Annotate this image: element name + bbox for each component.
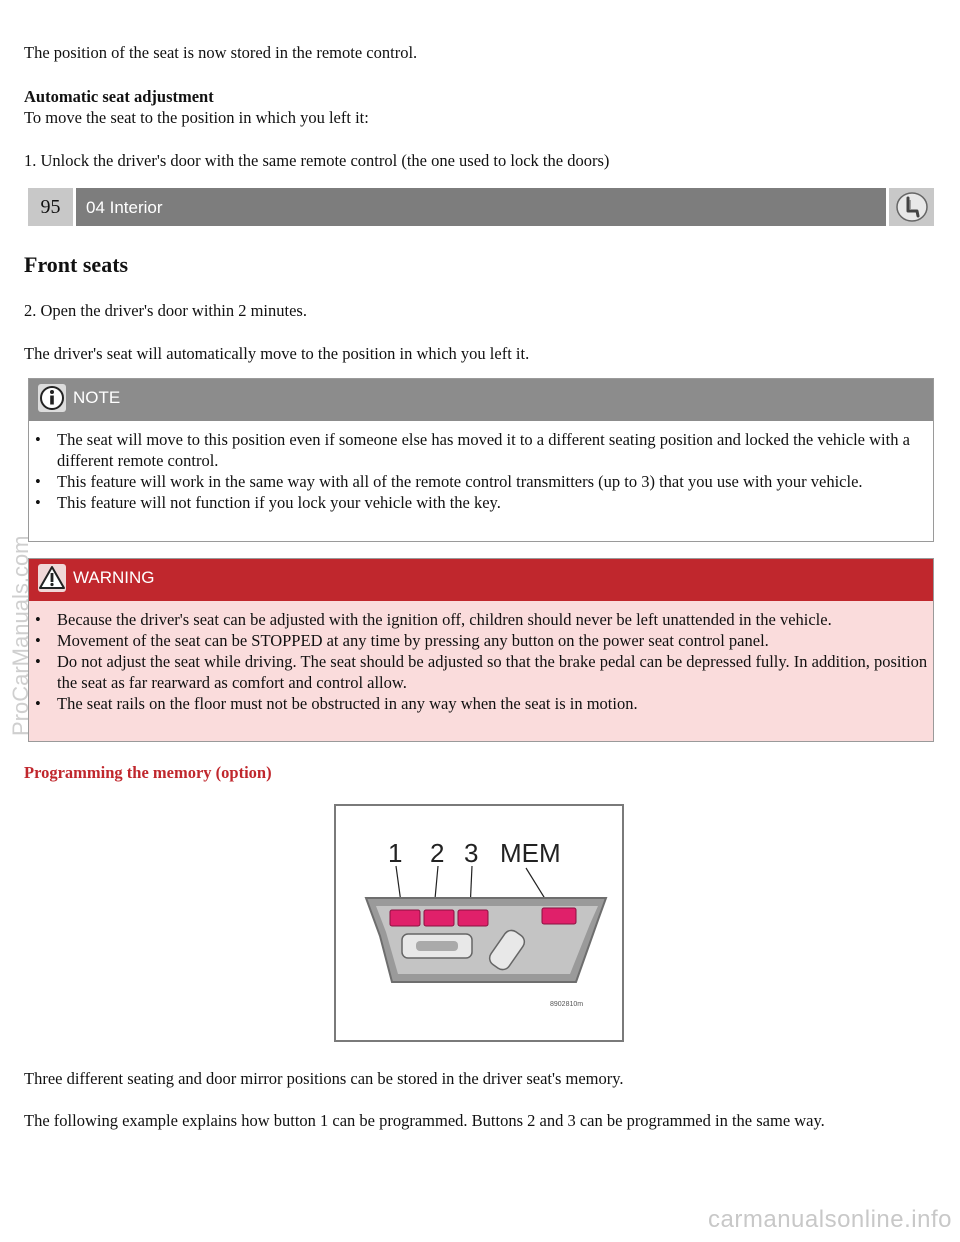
figure-label-2: 2 (430, 838, 445, 868)
list-item: • Movement of the seat can be STOPPED at any time by pressing any button on the power seat control panel. (33, 630, 929, 651)
chapter-header-bar (28, 188, 934, 226)
list-item: • This feature will not function if you lock your vehicle with the key. (33, 492, 929, 513)
note-list (29, 429, 933, 513)
figure-label-1: 1 (388, 838, 403, 868)
memory-para-2: The following example explains how button 1 can be programmed. Buttons 2 and 3 can be programmed in the same way. (24, 1111, 825, 1130)
side-watermark (4, 500, 34, 740)
figure-label-mem: MEM (500, 838, 561, 868)
section-title: Front seats (24, 252, 129, 277)
chapter-title: 04 Interior (76, 188, 886, 226)
list-item: • This feature will work in the same way with all of the remote control transmitters (up to 3) that you use with your vehicle. (33, 471, 929, 492)
stored-text: The position of the seat is now stored in the remote control. (24, 43, 418, 62)
list-item: • Because the driver's seat can be adjusted with the ignition off, children should never be left unattended in the vehicle. (33, 609, 929, 630)
auto-adjust-intro: To move the seat to the position in which you left it: (24, 108, 369, 127)
auto-adjust-heading: Automatic seat adjustment (24, 87, 214, 106)
warning-header (29, 559, 933, 601)
page-number: 95 (28, 188, 73, 226)
info-icon (37, 383, 67, 413)
step-1: 1. Unlock the driver's door with the same remote control (the one used to lock the doors) (24, 151, 610, 170)
seat-memory-panel-illustration (334, 804, 624, 1042)
memory-heading: Programming the memory (option) (24, 763, 272, 782)
list-item: • Do not adjust the seat while driving. The seat should be adjusted so that the brake pedal can be depressed fully. In addition, position the seat as far rearward as comfort and control allow. (33, 651, 929, 693)
memory-para-1: Three different seating and door mirror positions can be stored in the driver seat's memory. (24, 1069, 624, 1088)
figure-label-3: 3 (464, 838, 479, 868)
warning-list (29, 609, 933, 714)
warning-label: WARNING (73, 568, 155, 587)
note-box (28, 378, 934, 542)
note-header (29, 379, 933, 421)
bottom-watermark: carmanualsonline.info (708, 1206, 952, 1233)
result-text: The driver's seat will automatically move to the position in which you left it. (24, 344, 530, 363)
figure-code: 8902810m (550, 1001, 584, 1008)
warning-box (28, 558, 934, 742)
list-item: • The seat rails on the floor must not be obstructed in any way when the seat is in motion. (33, 693, 929, 714)
note-label: NOTE (73, 388, 121, 407)
side-watermark-text: ProCarManuals.com (8, 535, 33, 736)
list-item: • The seat will move to this position even if someone else has moved it to a different seating position and locked the vehicle with a different remote control. (33, 429, 929, 471)
step-2: 2. Open the driver's door within 2 minutes. (24, 301, 307, 320)
seat-icon (889, 188, 934, 226)
warning-triangle-icon (37, 563, 67, 593)
